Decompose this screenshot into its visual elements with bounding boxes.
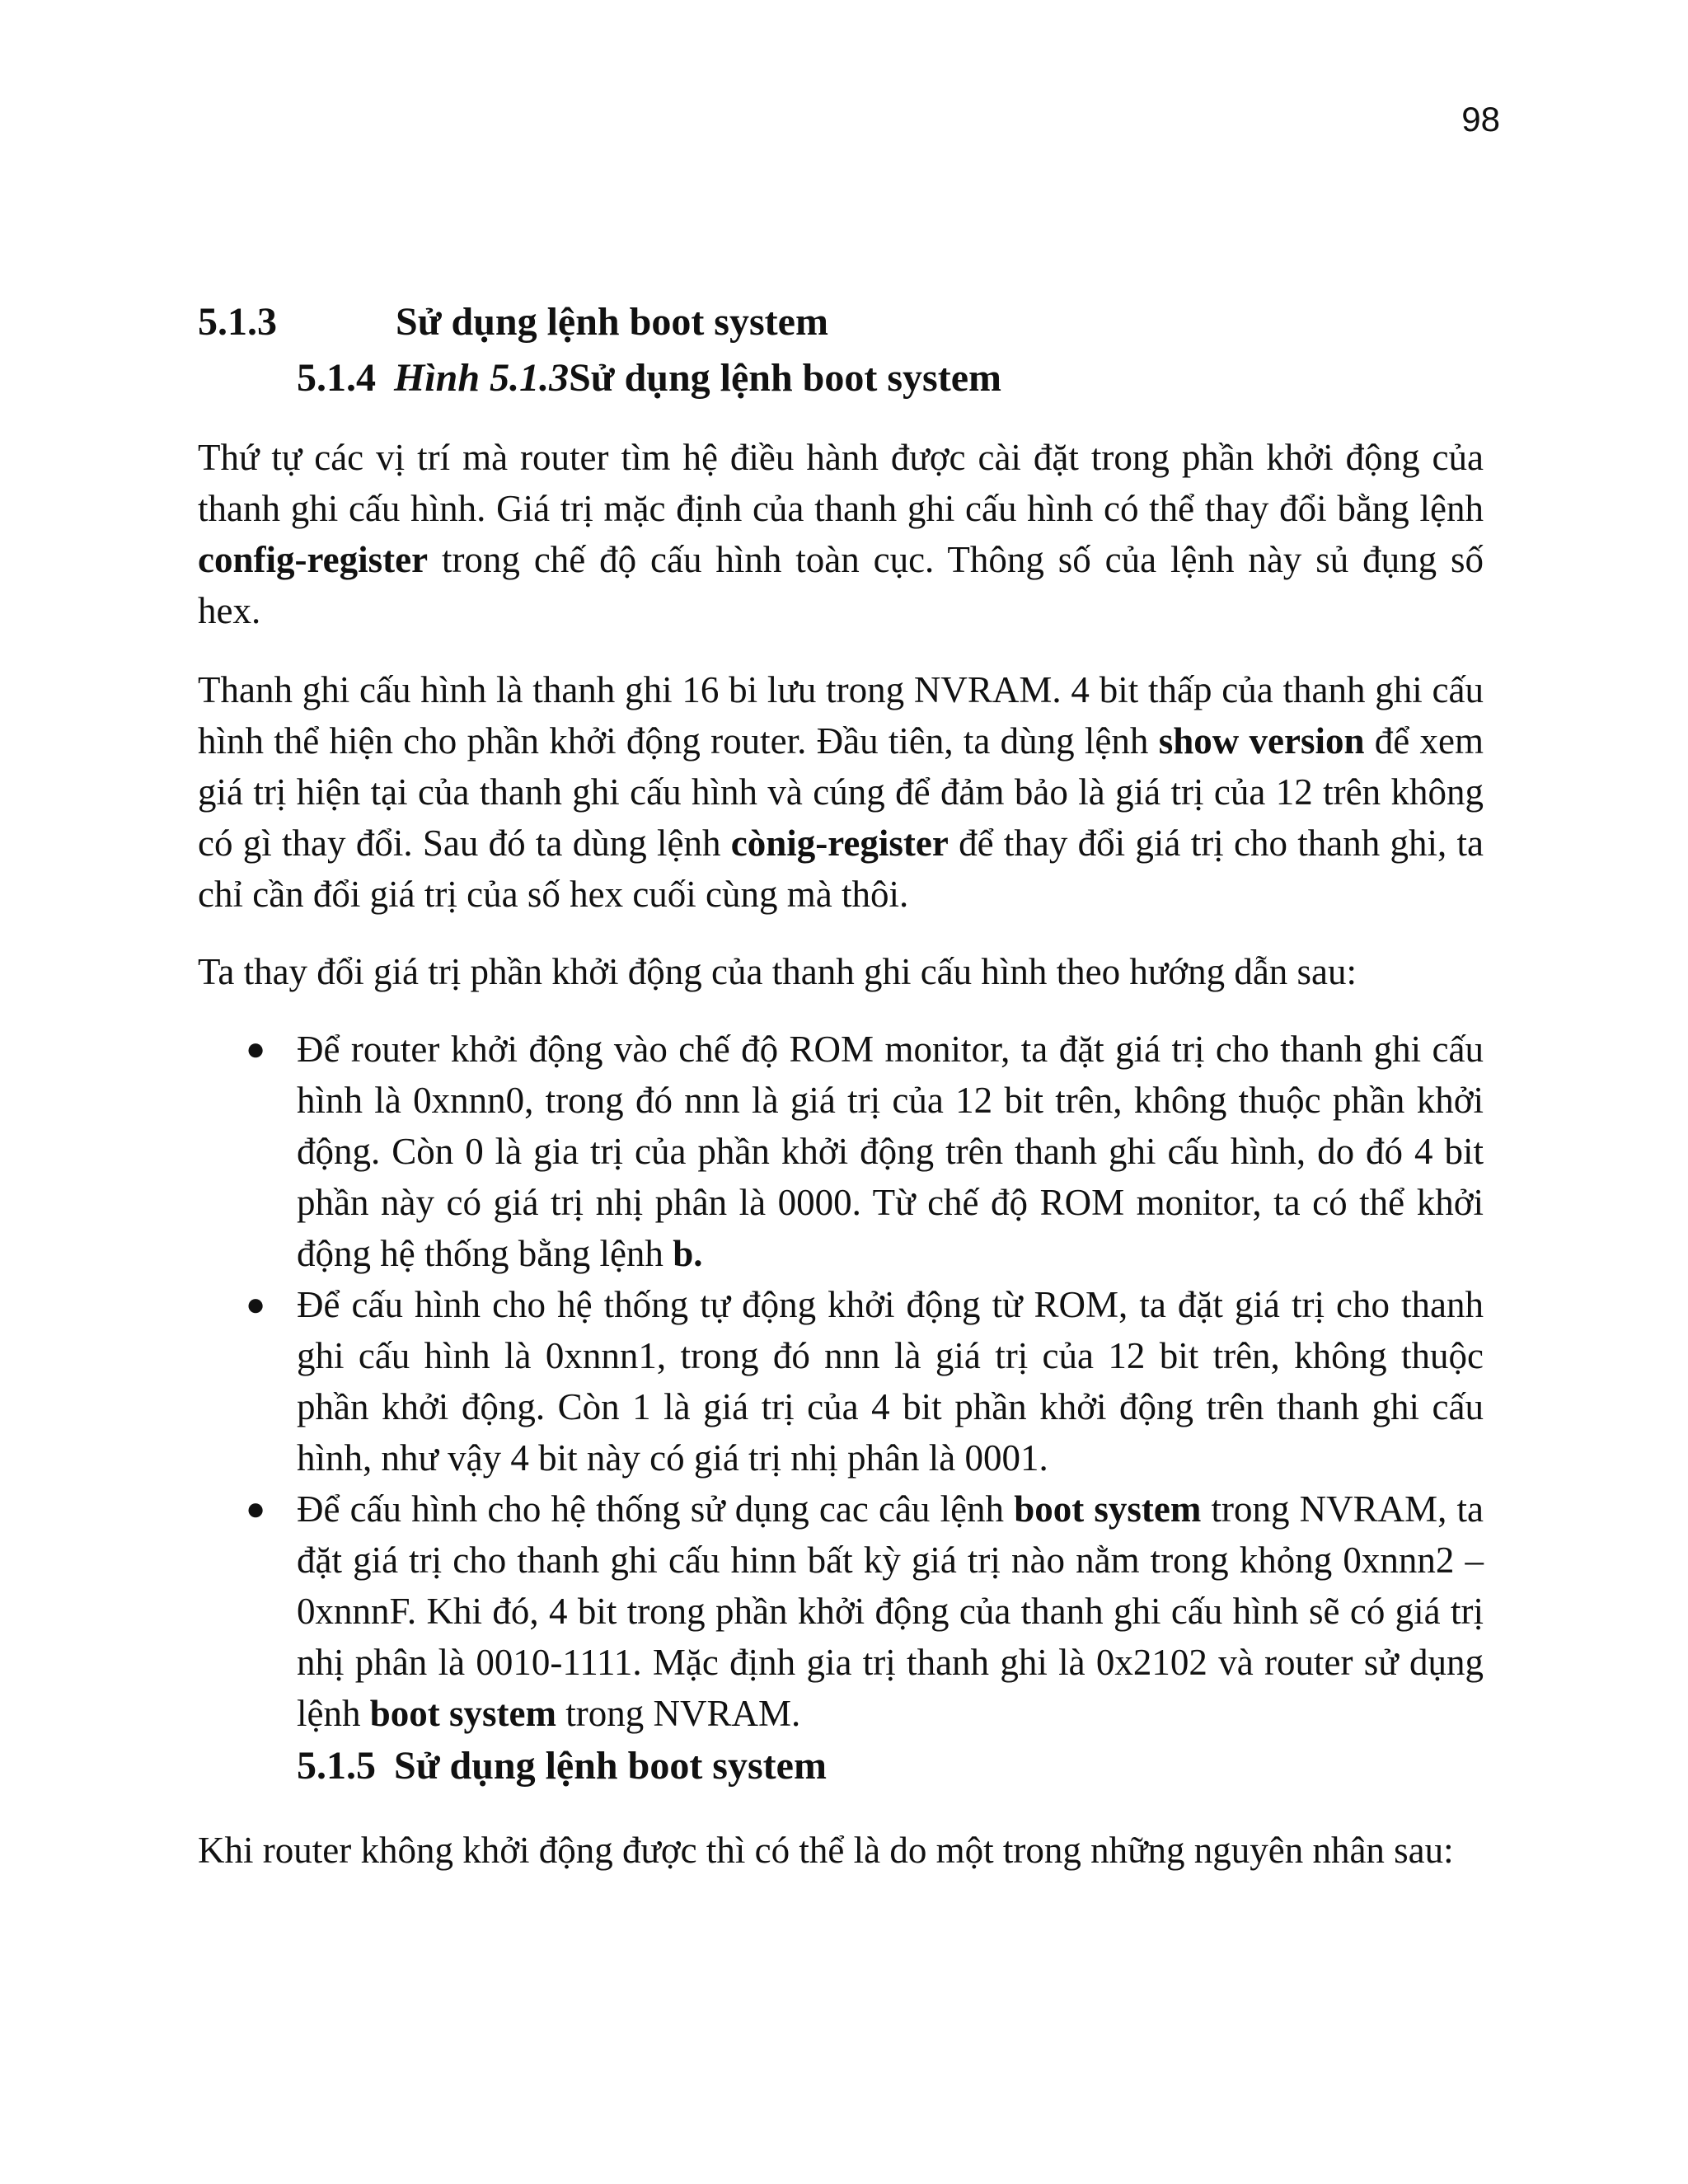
heading-title: Sử dụng lệnh boot system [569, 356, 1001, 400]
paragraph-config-register: Thứ tự các vị trí mà router tìm hệ điều hành được cài đặt trong phần khởi động của thanh ghi cấu hình. Giá trị mặc định của thanh ghi cấu hình có thể thay đổi bằng lệnh config-register trong chế độ cấu hình toàn cục. Thông số của lệnh này sủ đụng số hex. [198, 437, 1484, 631]
list-item: ● Để cấu hình cho hệ thống sử dụng cac câu lệnh boot system trong NVRAM, ta đặt giá trị cho thanh ghi cấu hinn bất kỳ giá trị nào nằm trong khỏng 0xnnn2 – 0xnnnF. Khi đó, 4 bit trong phần khởi động của thanh ghi cấu hình sẽ có giá trị nhị phân là 0010-1111. Mặc định gia trị thanh ghi là 0x2102 và router sử dụng lệnh boot system trong NVRAM. [198, 1483, 1484, 1739]
list-item: ● Để cấu hình cho hệ thống tự động khởi động từ ROM, ta đặt giá trị cho thanh ghi cấu hình là 0xnnn1, trong đó nnn là giá trị của 12 bit trên, không thuộc phần khởi động. Còn 1 là giá trị của 4 bit phần khởi động trên thanh ghi cấu hình, như vậy 4 bit này có giá trị nhị phân là 0001. [198, 1279, 1484, 1483]
paragraph-register-bits: Thanh ghi cấu hình là thanh ghi 16 bi lưu trong NVRAM. 4 bit thấp của thanh ghi cấu hình thể hiện cho phần khởi động router. Đầu tiên, ta dùng lệnh show version để xem giá trị hiện tại của thanh ghi cấu hình và cúng để đảm bảo là giá trị của 12 trên không có gì thay đổi. Sau đó ta dùng lệnh cònig-register để thay đổi giá trị cho thanh ghi, ta chỉ cần đổi giá trị của số hex cuối cùng mà thôi. [198, 669, 1484, 915]
bullet-icon: ● [246, 1030, 266, 1067]
heading-title: Sử dụng lệnh boot system [394, 1744, 827, 1788]
heading-number: 5.1.4 [297, 356, 376, 400]
bullet-icon: ● [246, 1490, 266, 1527]
bullet-icon: ● [246, 1286, 266, 1323]
figure-label: Hình 5.1.3 [394, 356, 570, 400]
heading-5-1-3 [198, 297, 828, 348]
heading-number: 5.1.5 [297, 1744, 376, 1788]
heading-title: Sử dụng lệnh boot system [396, 300, 828, 344]
command-config-register: config-register [198, 539, 429, 580]
boot-field-list [198, 1024, 1484, 1739]
paragraph-boot-failure: Khi router không khởi động được thì có thể là do một trong những nguyên nhân sau: [198, 1830, 1454, 1871]
list-item: ● Để router khởi động vào chế độ ROM monitor, ta đặt giá trị cho thanh ghi cấu hình là 0xnnn0, trong đó nnn là giá trị của 12 bit trên, không thuộc phần khởi động. Còn 0 là gia trị của phần khởi động trên thanh ghi cấu hình, do đó 4 bit phần này có giá trị nhị phân là 0000. Từ chế độ ROM monitor, ta có thể khởi động hệ thống bằng lệnh b. [198, 1024, 1484, 1279]
page-number: 98 [1461, 100, 1500, 138]
heading-5-1-4 [297, 353, 1001, 404]
command-show-version: show version [1158, 720, 1365, 762]
command-config-register-typo: cònig-register [730, 823, 949, 864]
heading-5-1-5 [297, 1741, 827, 1792]
heading-number: 5.1.3 [198, 300, 277, 344]
paragraph-intro-list: Ta thay đổi giá trị phần khởi động của thanh ghi cấu hình theo hướng dẫn sau: [198, 951, 1357, 992]
